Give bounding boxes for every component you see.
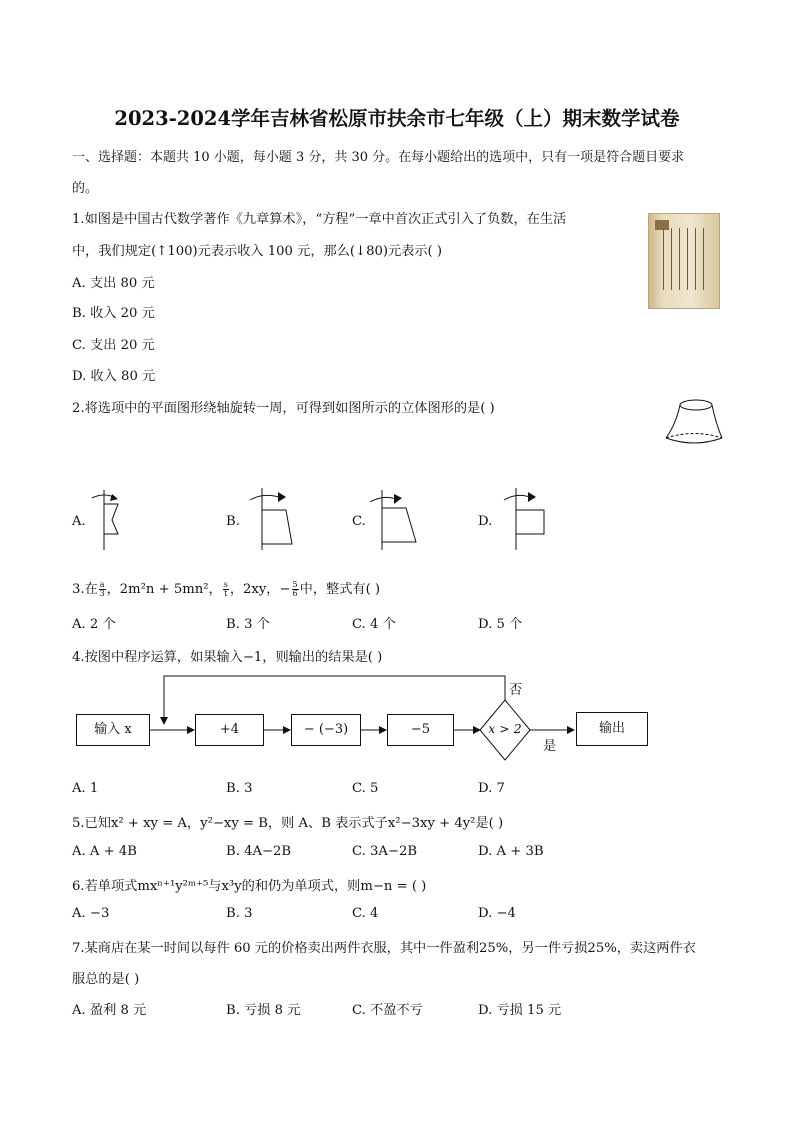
q6-option-c[interactable]: C. 4 xyxy=(352,906,379,921)
flow-output-box: 输出 xyxy=(576,712,648,746)
ancient-book-image xyxy=(648,213,720,309)
q6-option-b[interactable]: B. 3 xyxy=(226,906,253,921)
q1-option-d[interactable]: D. 收入 80 元 xyxy=(72,369,156,384)
q7-option-c[interactable]: C. 不盈不亏 xyxy=(352,1003,423,1018)
q1-option-b[interactable]: B. 收入 20 元 xyxy=(72,306,155,321)
q7-stem-line2: 服总的是( ) xyxy=(72,972,140,987)
flow-condition-text: x > 2 xyxy=(488,721,522,736)
q4-option-d[interactable]: D. 7 xyxy=(478,781,505,796)
q4-option-a[interactable]: A. 1 xyxy=(72,781,99,796)
q2-figure-a xyxy=(88,486,138,552)
frustum-solid-figure xyxy=(662,396,726,448)
q2-label-c[interactable]: C. xyxy=(352,514,366,529)
q4-option-b[interactable]: B. 3 xyxy=(226,781,253,796)
page-title: 2023-2024学年吉林省松原市扶余市七年级（上）期末数学试卷 xyxy=(114,107,680,130)
q2-figure-c xyxy=(366,486,426,552)
flow-step-minus-5: −5 xyxy=(387,714,454,746)
q7-option-a[interactable]: A. 盈利 8 元 xyxy=(72,1003,147,1018)
q2-label-a[interactable]: A. xyxy=(72,514,86,529)
q3-option-a[interactable]: A. 2 个 xyxy=(72,617,116,632)
q3-stem: 3.在 $\frac{a}{3}$ ，2m²n + 5mn²， $\frac{s}{t}$ ，2xy，− $\frac{5}{6}$ 中，整式有( ) xyxy=(72,580,381,598)
q7-stem-line1: 7.某商店在某一时间以每件 60 元的价格卖出两件衣服，其中一件盈利25%，另一件亏损25%，卖这两件衣 xyxy=(72,941,696,956)
q5-option-b[interactable]: B. 4A−2B xyxy=(226,844,292,859)
q3-fraction-a-over-3: $\frac{a}{3}$ xyxy=(99,580,105,598)
q6-option-a[interactable]: A. −3 xyxy=(72,906,110,921)
q2-stem: 2.将选项中的平面图形绕轴旋转一周，可得到如图所示的立体图形的是( ) xyxy=(72,401,495,416)
q5-option-a[interactable]: A. A + 4B xyxy=(72,844,137,859)
q6-stem: 6.若单项式mxⁿ⁺¹y²ᵐ⁺⁵与x³y的和仍为单项式，则m−n = ( ) xyxy=(72,879,427,894)
section-heading-line1: 一、选择题：本题共 10 小题，每小题 3 分，共 30 分。在每小题给出的选项中，只有一项是符合题目要求 xyxy=(72,150,685,165)
q2-figure-b xyxy=(246,486,302,552)
q2-label-d[interactable]: D. xyxy=(478,514,493,529)
section-heading-line2: 的。 xyxy=(72,181,99,196)
q3-option-c[interactable]: C. 4 个 xyxy=(352,617,396,632)
flow-step-add-4: +4 xyxy=(195,714,264,746)
q3-fraction-5-over-6: $\frac{5}{6}$ xyxy=(292,580,298,598)
q1-stem-line1: 1.如图是中国古代数学著作《九章算术》，“方程”一章中首次正式引入了负数，在生活 xyxy=(72,212,567,227)
q4-stem: 4.按图中程序运算，如果输入−1，则输出的结果是( ) xyxy=(72,650,383,665)
q3-fraction-s-over-t: $\frac{s}{t}$ xyxy=(223,580,228,598)
q5-option-d[interactable]: D. A + 3B xyxy=(478,844,544,859)
flow-input-box: 输入 x xyxy=(76,714,150,746)
q5-option-c[interactable]: C. 3A−2B xyxy=(352,844,418,859)
flow-yes-label: 是 xyxy=(543,739,557,754)
q1-option-a[interactable]: A. 支出 80 元 xyxy=(72,276,155,291)
flow-no-label: 否 xyxy=(509,683,523,698)
q2-figure-d xyxy=(500,486,556,552)
q1-option-c[interactable]: C. 支出 20 元 xyxy=(72,338,155,353)
q2-label-b[interactable]: B. xyxy=(226,514,240,529)
q7-option-d[interactable]: D. 亏损 15 元 xyxy=(478,1003,562,1018)
q6-option-d[interactable]: D. −4 xyxy=(478,906,516,921)
q3-option-b[interactable]: B. 3 个 xyxy=(226,617,270,632)
q5-stem: 5.已知x² + xy = A，y²−xy = B，则 A、B 表示式子x²−3xy + 4y²是( ) xyxy=(72,816,504,831)
q1-stem-line2: 中，我们规定(↑100)元表示收入 100 元，那么(↓80)元表示( ) xyxy=(72,244,443,259)
flow-step-minus-neg3: − (−3) xyxy=(291,714,361,746)
q7-option-b[interactable]: B. 亏损 8 元 xyxy=(226,1003,301,1018)
q3-option-d[interactable]: D. 5 个 xyxy=(478,617,523,632)
q4-option-c[interactable]: C. 5 xyxy=(352,781,379,796)
